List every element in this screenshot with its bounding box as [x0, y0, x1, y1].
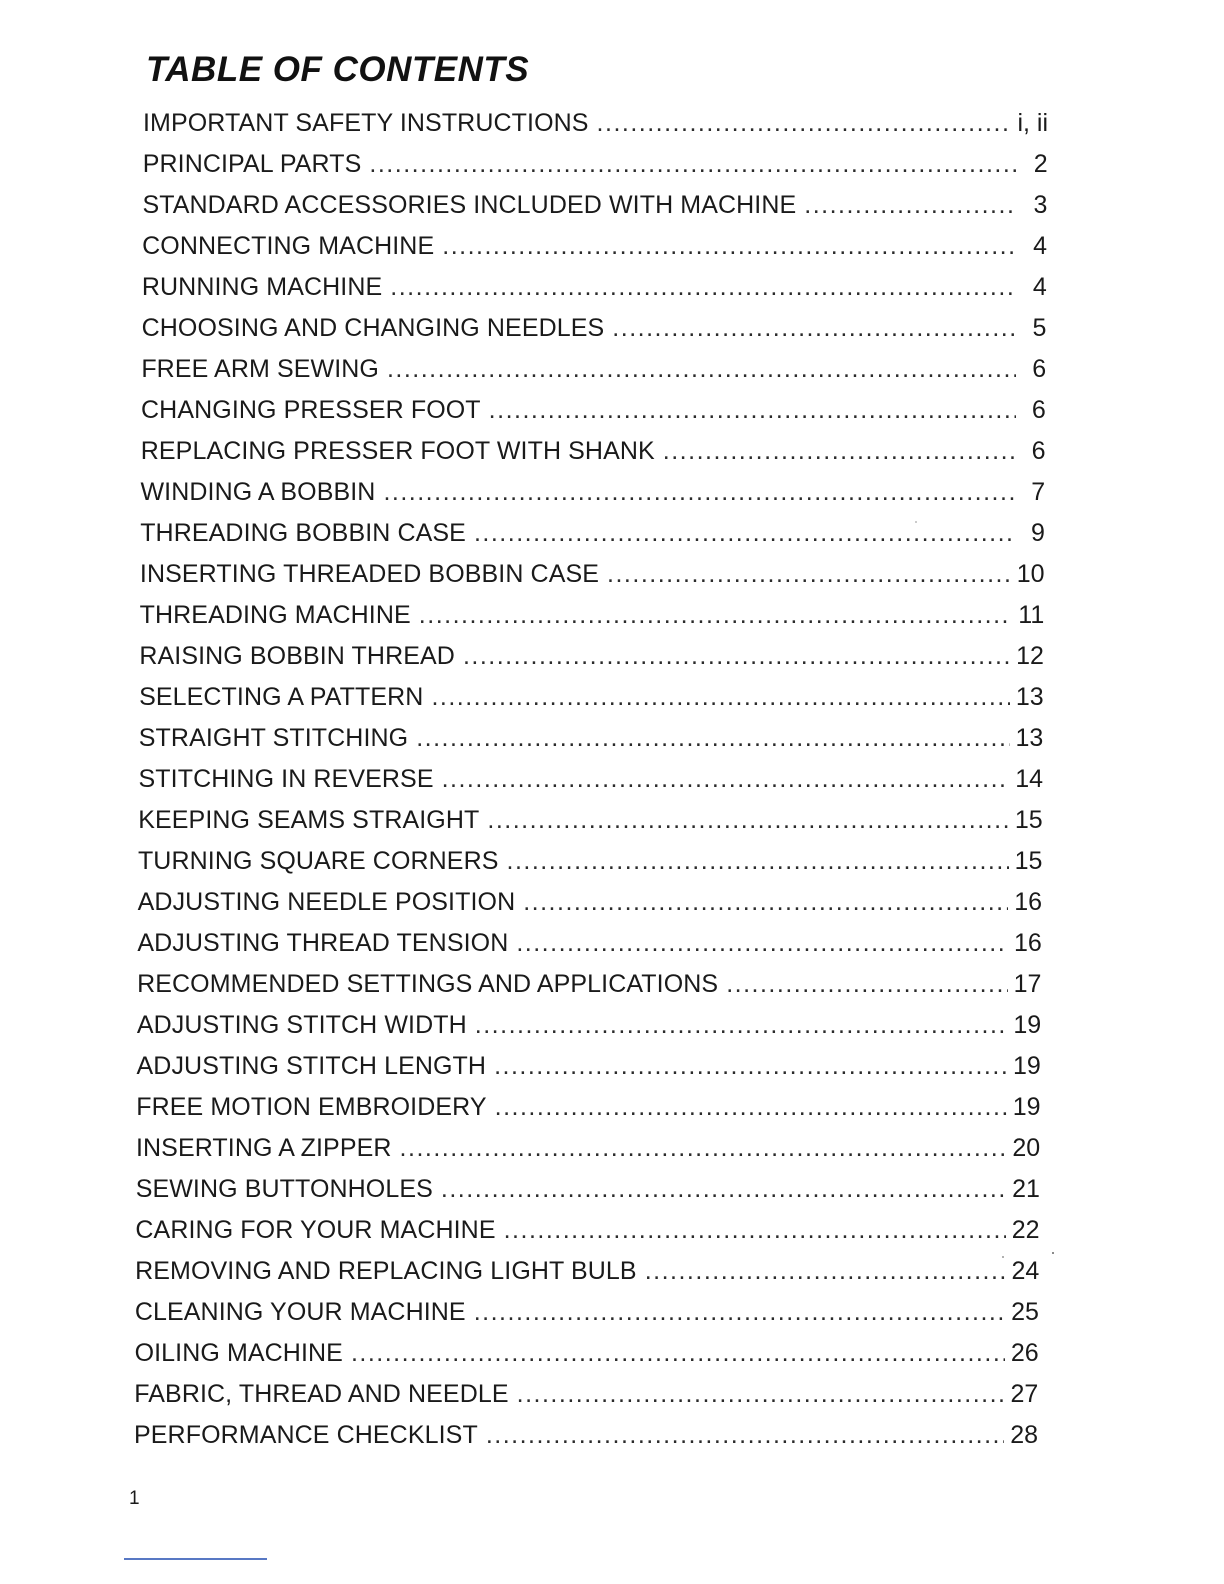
toc-leader-dots: [487, 803, 1009, 837]
toc-leader-dots: [416, 721, 1009, 755]
toc-entry-page: 20: [1012, 1134, 1041, 1162]
toc-entry-title: ADJUSTING STITCH LENGTH: [136, 1052, 487, 1080]
toc-leader-dots: [804, 188, 1017, 222]
toc-entry: [138, 844, 1042, 878]
toc-leader-dots: [507, 844, 1009, 878]
toc-entry-title: THREADING BOBBIN CASE: [140, 519, 466, 547]
toc-entry: [143, 147, 1048, 181]
toc-entry-page: 4: [1032, 273, 1047, 301]
toc-entry: [137, 1008, 1041, 1042]
toc-leader-dots: [475, 1008, 1008, 1042]
toc-entry-title: INSERTING THREADED BOBBIN CASE: [139, 560, 600, 588]
toc-entry-page: 25: [1011, 1298, 1039, 1326]
toc-entry-page: 7: [1031, 478, 1046, 506]
toc-entry: [135, 1336, 1039, 1370]
toc-entry-title: SELECTING A PATTERN: [139, 683, 424, 711]
toc-entry: [135, 1213, 1039, 1247]
toc-leader-dots: [523, 885, 1008, 919]
toc-leader-dots: [390, 270, 1016, 304]
scan-speck: [1002, 1256, 1004, 1258]
toc-entry-title: ADJUSTING THREAD TENSION: [137, 929, 509, 957]
toc-entry: [134, 1377, 1038, 1411]
toc-leader-dots: [441, 1172, 1006, 1206]
toc-leader-dots: [442, 762, 1010, 796]
toc-leader-dots: [442, 229, 1017, 263]
toc-entry: [139, 680, 1044, 714]
toc-leader-dots: [463, 639, 1010, 673]
toc-entry-page: 26: [1010, 1339, 1039, 1367]
toc-entry-title: RUNNING MACHINE: [141, 273, 383, 301]
toc-entry: [140, 598, 1045, 632]
toc-entry: [142, 270, 1047, 304]
toc-entry-page: 4: [1033, 232, 1048, 260]
toc-leader-dots: [607, 557, 1011, 591]
toc-entry-page: 15: [1014, 847, 1043, 875]
toc-leader-dots: [474, 1295, 1005, 1329]
toc-leader-dots: [663, 434, 1016, 468]
toc-entry: [136, 1131, 1040, 1165]
toc-entry-title: REMOVING AND REPLACING LIGHT BULB: [135, 1257, 637, 1285]
toc-entry: [140, 475, 1045, 509]
toc-entry-title: FREE MOTION EMBROIDERY: [136, 1093, 487, 1121]
toc-leader-dots: [516, 926, 1008, 960]
toc-leader-dots: [494, 1049, 1007, 1083]
toc-entry-page: 5: [1032, 314, 1047, 342]
toc-entry-page: 27: [1010, 1380, 1039, 1408]
toc-entry-title: ADJUSTING STITCH WIDTH: [136, 1011, 467, 1039]
toc-entry-title: PERFORMANCE CHECKLIST: [134, 1421, 478, 1449]
toc-entry-page: 15: [1014, 806, 1043, 834]
toc-leader-dots: [495, 1090, 1007, 1124]
toc-entry: [136, 1090, 1040, 1124]
page-title: TABLE OF CONTENTS: [146, 50, 530, 89]
toc-entry: [140, 557, 1045, 591]
toc-entry: [136, 1172, 1040, 1206]
toc-entry: [142, 229, 1047, 263]
toc-entry-title: ADJUSTING NEEDLE POSITION: [137, 888, 516, 916]
toc-entry: [138, 803, 1042, 837]
toc-entry-title: STRAIGHT STITCHING: [138, 724, 409, 752]
toc-entry: [139, 721, 1044, 755]
toc-entry-page: 13: [1015, 683, 1044, 711]
bottom-rule: [124, 1558, 267, 1560]
toc-entry-page: 6: [1031, 396, 1046, 424]
toc-entry-page: 6: [1031, 437, 1046, 465]
toc-entry-title: RECOMMENDED SETTINGS AND APPLICATIONS: [137, 970, 719, 998]
toc-leader-dots: [400, 1131, 1007, 1165]
toc-entry-page: 19: [1013, 1052, 1041, 1080]
toc-leader-dots: [383, 475, 1015, 509]
toc-entry-title: CONNECTING MACHINE: [142, 232, 435, 260]
toc-entry-page: 17: [1013, 970, 1042, 998]
toc-entry-title: REPLACING PRESSER FOOT WITH SHANK: [140, 437, 655, 465]
toc-entry-title: RAISING BOBBIN THREAD: [139, 642, 455, 670]
toc-entry: [139, 639, 1044, 673]
toc-leader-dots: [369, 147, 1017, 181]
toc-entry-page: 16: [1013, 929, 1042, 957]
toc-entry-page: 12: [1016, 642, 1044, 670]
toc-leader-dots: [387, 352, 1016, 386]
toc-leader-dots: [504, 1213, 1006, 1247]
toc-entry-title: FREE ARM SEWING: [141, 355, 379, 383]
toc-entry-title: CHANGING PRESSER FOOT: [141, 396, 481, 424]
toc-leader-dots: [517, 1377, 1005, 1411]
toc-entry-title: IMPORTANT SAFETY INSTRUCTIONS: [143, 109, 589, 137]
toc-entry: [141, 434, 1046, 468]
toc-entry-title: THREADING MACHINE: [139, 601, 411, 629]
toc-entry-page: 21: [1012, 1175, 1040, 1203]
toc-entry-page: 2: [1033, 150, 1048, 178]
toc-leader-dots: [597, 106, 1012, 140]
toc-entry: [138, 885, 1042, 919]
toc-entry-title: CARING FOR YOUR MACHINE: [135, 1216, 496, 1244]
scan-speck: [1052, 1252, 1054, 1254]
toc-leader-dots: [645, 1254, 1006, 1288]
toc-leader-dots: [612, 311, 1016, 345]
toc-entry-page: i, ii: [1017, 109, 1048, 137]
toc-entry: [140, 516, 1045, 550]
toc-entry-title: CLEANING YOUR MACHINE: [134, 1298, 466, 1326]
toc-entry-title: CHOOSING AND CHANGING NEEDLES: [141, 314, 605, 342]
toc-entry: [135, 1254, 1039, 1288]
toc-leader-dots: [486, 1418, 1004, 1452]
toc-entry-title: STANDARD ACCESSORIES INCLUDED WITH MACHINE: [142, 191, 797, 219]
toc-entry: [135, 1295, 1039, 1329]
toc-leader-dots: [726, 967, 1007, 1001]
toc-entry-title: STITCHING IN REVERSE: [138, 765, 434, 793]
toc-entry: [134, 1418, 1038, 1452]
toc-entry-title: SEWING BUTTONHOLES: [135, 1175, 433, 1203]
toc-entry-page: 9: [1030, 519, 1045, 547]
toc-entry: [142, 311, 1047, 345]
toc-entry-page: 24: [1011, 1257, 1040, 1285]
toc-leader-dots: [431, 680, 1009, 714]
toc-entry-title: OILING MACHINE: [134, 1339, 343, 1367]
toc-entry: [137, 1049, 1041, 1083]
toc-entry-page: 6: [1032, 355, 1047, 383]
toc-entry-page: 11: [1018, 601, 1045, 629]
toc-entry-page: 16: [1014, 888, 1043, 916]
toc-entry-title: INSERTING A ZIPPER: [135, 1134, 392, 1162]
toc-entry-page: 10: [1016, 560, 1045, 588]
toc-entry: [141, 352, 1046, 386]
toc-entry: [139, 762, 1044, 796]
toc-leader-dots: [419, 598, 1013, 632]
toc-entry-page: 13: [1015, 724, 1044, 752]
toc-entry-title: PRINCIPAL PARTS: [142, 150, 362, 178]
toc-leader-dots: [351, 1336, 1005, 1370]
page-number: 1: [129, 1488, 140, 1509]
toc-entry: [143, 106, 1048, 140]
toc-entry-page: 3: [1033, 191, 1048, 219]
toc-entry: [137, 967, 1041, 1001]
toc-entry-page: 22: [1011, 1216, 1040, 1244]
toc-entry-title: TURNING SQUARE CORNERS: [137, 847, 499, 875]
scan-speck: [915, 521, 917, 523]
toc-entry-title: FABRIC, THREAD AND NEEDLE: [134, 1380, 509, 1408]
toc-entry-title: WINDING A BOBBIN: [140, 478, 376, 506]
toc-leader-dots: [489, 393, 1016, 427]
toc-entry: [137, 926, 1041, 960]
toc-leader-dots: [474, 516, 1015, 550]
toc-entry-page: 19: [1012, 1093, 1041, 1121]
toc-entry-title: KEEPING SEAMS STRAIGHT: [138, 806, 480, 834]
toc-entry-page: 14: [1015, 765, 1043, 793]
toc-entry-page: 19: [1013, 1011, 1042, 1039]
toc-entry-page: 28: [1010, 1421, 1038, 1449]
toc-entry: [142, 188, 1047, 222]
toc-entry: [141, 393, 1046, 427]
